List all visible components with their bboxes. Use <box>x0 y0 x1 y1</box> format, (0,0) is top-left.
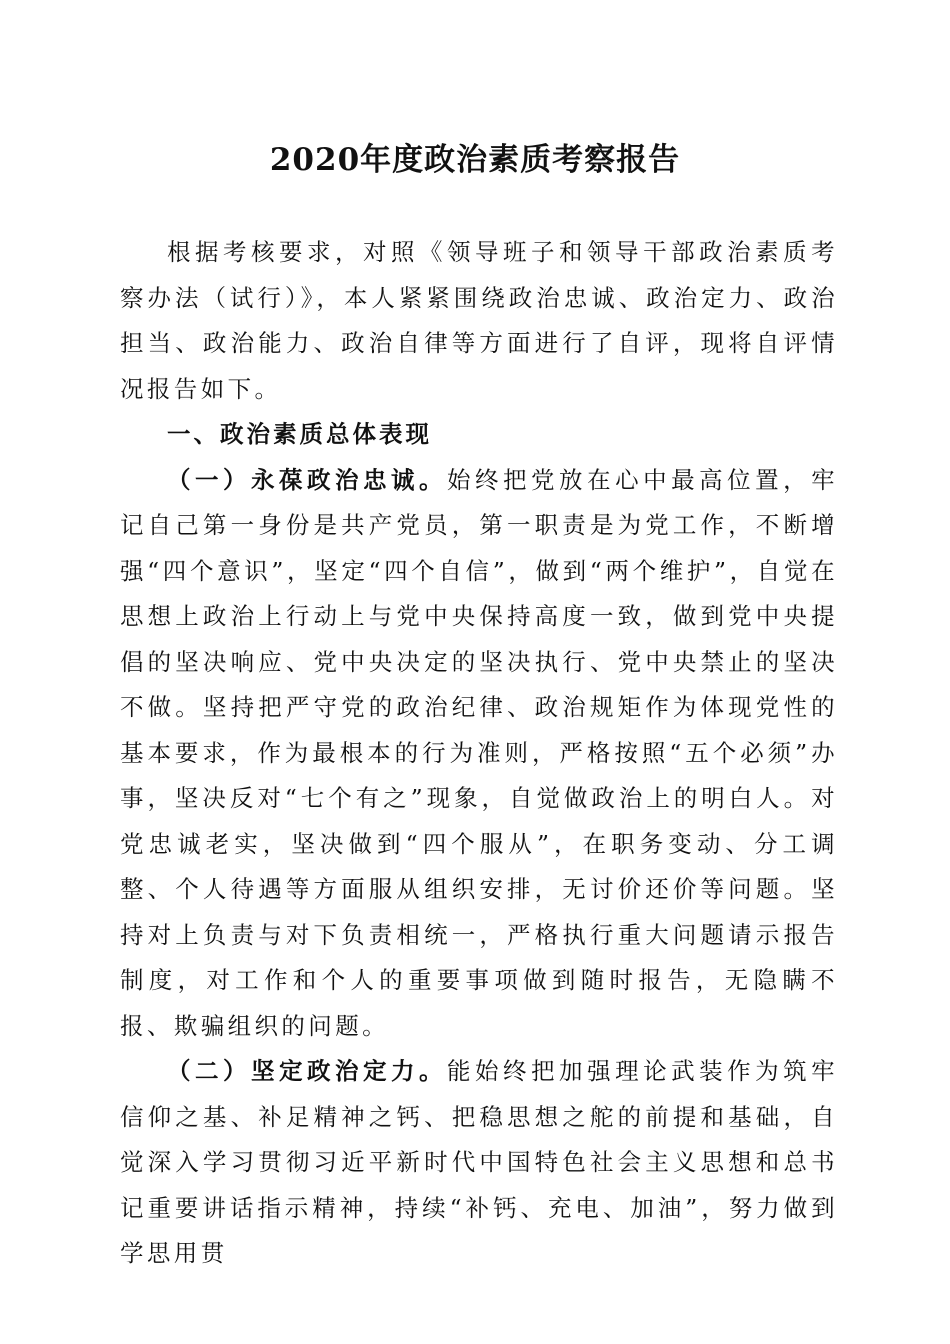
intro-paragraph: 根据考核要求，对照《领导班子和领导干部政治素质考察办法（试行）》，本人紧紧围绕政治忠诚、政治定力、政治担当、政治能力、政治自律等方面进行了自评，现将自评情况报告如下。 <box>120 238 838 403</box>
item-paragraph-loyalty <box>120 458 838 1050</box>
subheading-resolve: （二）坚定政治定力。 <box>167 1057 448 1085</box>
document-title: 2020年度政治素质考察报告 <box>269 142 681 178</box>
paragraph-text-resolve: 能始终把加强理论武装作为筑牢信仰之基、补足精神之钙、把稳思想之舵的前提和基础，自觉深入学习贯彻习近平新时代中国特色社会主义思想和总书记重要讲话指示精神，持续“补钙、充电、加油”，努力做到学思用贯 <box>120 1057 838 1267</box>
document-body <box>120 230 838 1277</box>
paragraph-text-loyalty: 始终把党放在心中最高位置，牢记自己第一身份是共产党员，第一职责是为党工作，不断增强“四个意识”，坚定“四个自信”，做到“两个维护”，自觉在思想上政治上行动上与党中央保持高度一致，做到党中央提倡的坚决响应、党中央决定的坚决执行、党中央禁止的坚决不做。坚持把严守党的政治纪律、政治规矩作为体现党性的基本要求，作为最根本的行为准则，严格按照“五个必须”办事，坚决反对“七个有之”现象，自觉做政治上的明白人。对党忠诚老实，坚决做到“四个服从”，在职务变动、分工调整、个人待遇等方面服从组织安排，无讨价还价等问题。坚持对上负责与对下负责相统一，严格执行重大问题请示报告制度，对工作和个人的重要事项做到随时报告，无隐瞒不报、欺骗组织的问题。 <box>120 465 838 1040</box>
section-heading: 一、政治素质总体表现 <box>167 420 432 448</box>
item-paragraph-resolve <box>120 1049 838 1277</box>
subheading-loyalty: （一）永葆政治忠诚。 <box>167 465 448 494</box>
